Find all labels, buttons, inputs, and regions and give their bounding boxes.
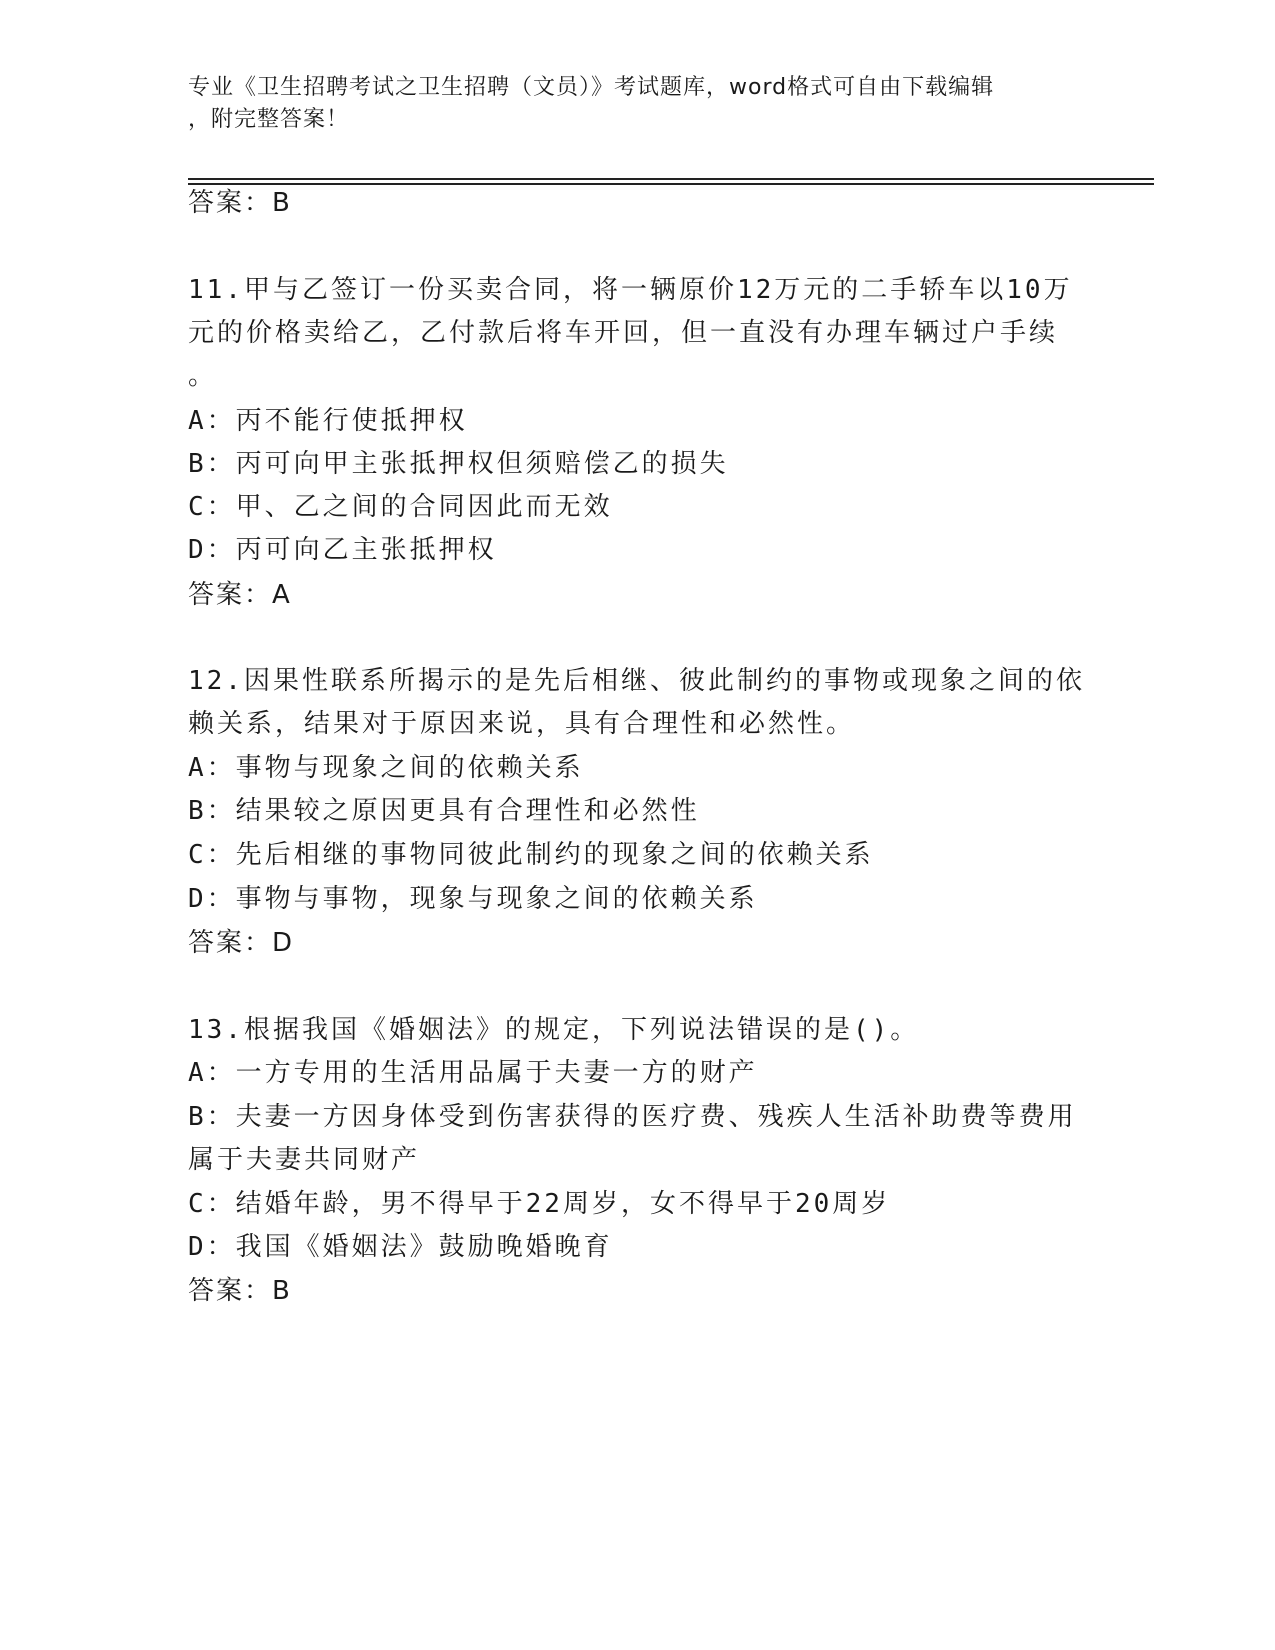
question-12-stem-line-2: 赖关系，结果对于原因来说，具有合理性和必然性。 xyxy=(188,709,856,739)
question-13-stem-line-1: 13.根据我国《婚姻法》的规定，下列说法错误的是()。 xyxy=(188,1015,920,1045)
question-13-option-a: A：一方专用的生活用品属于夫妻一方的财产 xyxy=(188,1058,758,1088)
question-11-stem-line-1: 11.甲与乙签订一份买卖合同，将一辆原价12万元的二手轿车以10万 xyxy=(188,275,1073,305)
question-13-option-b-line-1: B：夫妻一方因身体受到伤害获得的医疗费、残疾人生活补助费等费用 xyxy=(188,1102,1077,1132)
question-12-option-a: A：事物与现象之间的依赖关系 xyxy=(188,753,584,783)
question-11-stem-line-2: 元的价格卖给乙，乙付款后将车开回，但一直没有办理车辆过户手续 xyxy=(188,318,1059,348)
question-11-option-c: C：甲、乙之间的合同因此而无效 xyxy=(188,492,613,522)
document-header xyxy=(188,72,1068,136)
question-13-option-d: D：我国《婚姻法》鼓励晚婚晚育 xyxy=(188,1232,613,1262)
header-line-2: ，附完整答案！ xyxy=(188,107,350,132)
question-11-stem-line-3: 。 xyxy=(188,361,218,391)
question-11-option-a: A：丙不能行使抵押权 xyxy=(188,406,468,436)
question-11-option-b: B：丙可向甲主张抵押权但须赔偿乙的损失 xyxy=(188,449,729,479)
question-12-option-c: C：先后相继的事物同彼此制约的现象之间的依赖关系 xyxy=(188,840,874,870)
question-13-option-b-line-2: 属于夫妻共同财产 xyxy=(188,1145,421,1175)
header-divider-top xyxy=(188,178,1154,180)
question-12-option-b: B：结果较之原因更具有合理性和必然性 xyxy=(188,796,700,826)
previous-answer: 答案：B xyxy=(188,188,292,218)
question-13-answer: 答案：B xyxy=(188,1276,292,1306)
header-line-1: 专业《卫生招聘考试之卫生招聘（文员）》考试题库，word格式可自由下载编辑 xyxy=(188,75,995,100)
header-divider-bottom xyxy=(188,183,1154,185)
question-11-option-d: D：丙可向乙主张抵押权 xyxy=(188,535,497,565)
question-12-answer: 答案：D xyxy=(188,928,295,958)
question-12-option-d: D：事物与事物，现象与现象之间的依赖关系 xyxy=(188,884,758,914)
question-12-stem-line-1: 12.因果性联系所揭示的是先后相继、彼此制约的事物或现象之间的依 xyxy=(188,666,1085,696)
question-13-option-c: C：结婚年龄，男不得早于22周岁，女不得早于20周岁 xyxy=(188,1189,891,1219)
question-11-answer: 答案：A xyxy=(188,580,292,610)
